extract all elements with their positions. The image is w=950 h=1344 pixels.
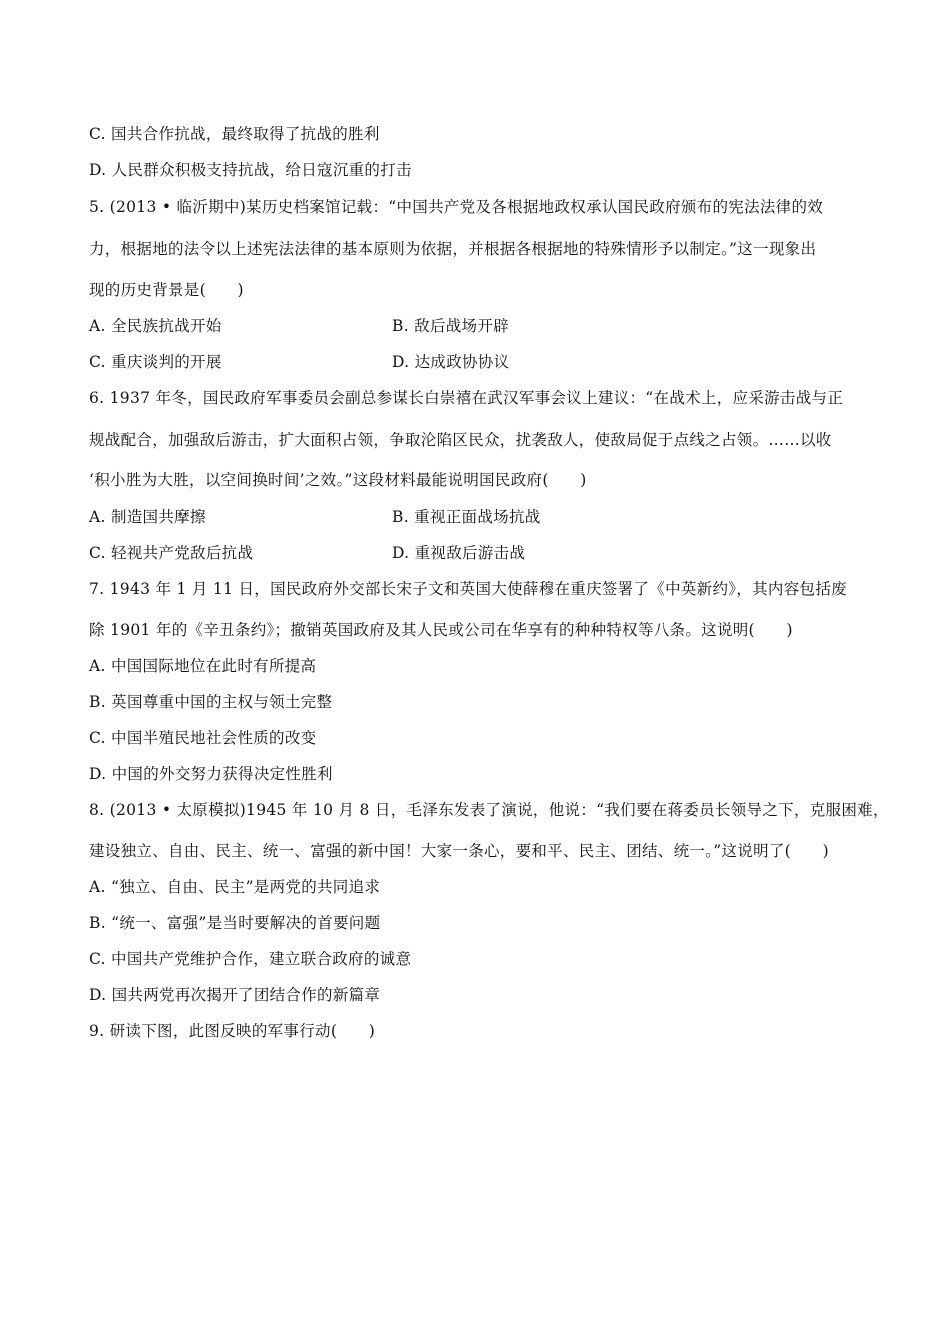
q7-option-b: B. 英国尊重中国的主权与领土完整 xyxy=(89,693,333,711)
q7-stem-line-2: 除 1901 年的《辛丑条约》；撤销英国政府及其人民或公司在华享有的种种特权等八条。这说明( ) xyxy=(89,621,793,639)
q8-option-a: A. “独立、自由、民主”是两党的共同追求 xyxy=(89,878,381,896)
q9-stem-line-1: 9. 研读下图，此图反映的军事行动( ) xyxy=(89,1022,376,1040)
q6-option-d: D. 重视敌后游击战 xyxy=(392,544,526,562)
q5-stem-line-3: 现的历史背景是( ) xyxy=(89,281,244,299)
q6-option-b: B. 重视正面战场抗战 xyxy=(392,508,541,526)
q6-stem-line-1: 6. 1937 年冬，国民政府军事委员会副总参谋长白崇禧在武汉军事会议上建议：“在战术上，应采游击战与正 xyxy=(89,389,844,407)
q5-stem-line-1: 5. (2013 • 临沂期中)某历史档案馆记载：“中国共产党及各根据地政权承认国民政府颁布的宪法法律的效 xyxy=(89,198,824,216)
q5-option-d: D. 达成政协协议 xyxy=(392,353,510,371)
q8-stem-line-2: 建设独立、自由、民主、统一、富强的新中国！大家一条心，要和平、民主、团结、统一。”这说明了( ) xyxy=(89,842,829,860)
q6-stem-line-3: ‘积小胜为大胜，以空间换时间’之效。”这段材料最能说明国民政府( ) xyxy=(89,471,587,489)
q5-stem-line-2: 力，根据地的法令以上述宪法法律的基本原则为依据，并根据各根据地的特殊情形予以制定。”这一现象出 xyxy=(89,240,817,258)
q7-stem-line-1: 7. 1943 年 1 月 11 日，国民政府外交部长宋子文和英国大使薛穆在重庆签署了《中英新约》，其内容包括废 xyxy=(89,580,847,598)
q8-stem-line-1: 8. (2013 • 太原模拟)1945 年 10 月 8 日，毛泽东发表了演说，他说：“我们要在蒋委员长领导之下，克服困难， xyxy=(89,801,889,819)
q5-option-a: A. 全民族抗战开始 xyxy=(89,317,222,335)
q4-option-c: C. 国共合作抗战，最终取得了抗战的胜利 xyxy=(89,125,380,143)
q8-option-c: C. 中国共产党维护合作，建立联合政府的诚意 xyxy=(89,950,412,968)
q6-option-c: C. 轻视共产党敌后抗战 xyxy=(89,544,254,562)
q8-option-d: D. 国共两党再次揭开了团结合作的新篇章 xyxy=(89,986,381,1004)
q6-option-a: A. 制造国共摩擦 xyxy=(89,508,206,526)
q5-option-c: C. 重庆谈判的开展 xyxy=(89,353,222,371)
q6-stem-line-2: 规战配合，加强敌后游击，扩大面积占领，争取沦陷区民众，扰袭敌人，使敌局促于点线之占领。……以收 xyxy=(89,431,832,449)
q5-option-b: B. 敌后战场开辟 xyxy=(392,317,509,335)
q4-option-d: D. 人民群众积极支持抗战，给日寇沉重的打击 xyxy=(89,161,412,179)
q7-option-d: D. 中国的外交努力获得决定性胜利 xyxy=(89,765,333,783)
q7-option-a: A. 中国国际地位在此时有所提高 xyxy=(89,657,317,675)
q7-option-c: C. 中国半殖民地社会性质的改变 xyxy=(89,729,317,747)
q8-option-b: B. “统一、富强”是当时要解决的首要问题 xyxy=(89,914,381,932)
